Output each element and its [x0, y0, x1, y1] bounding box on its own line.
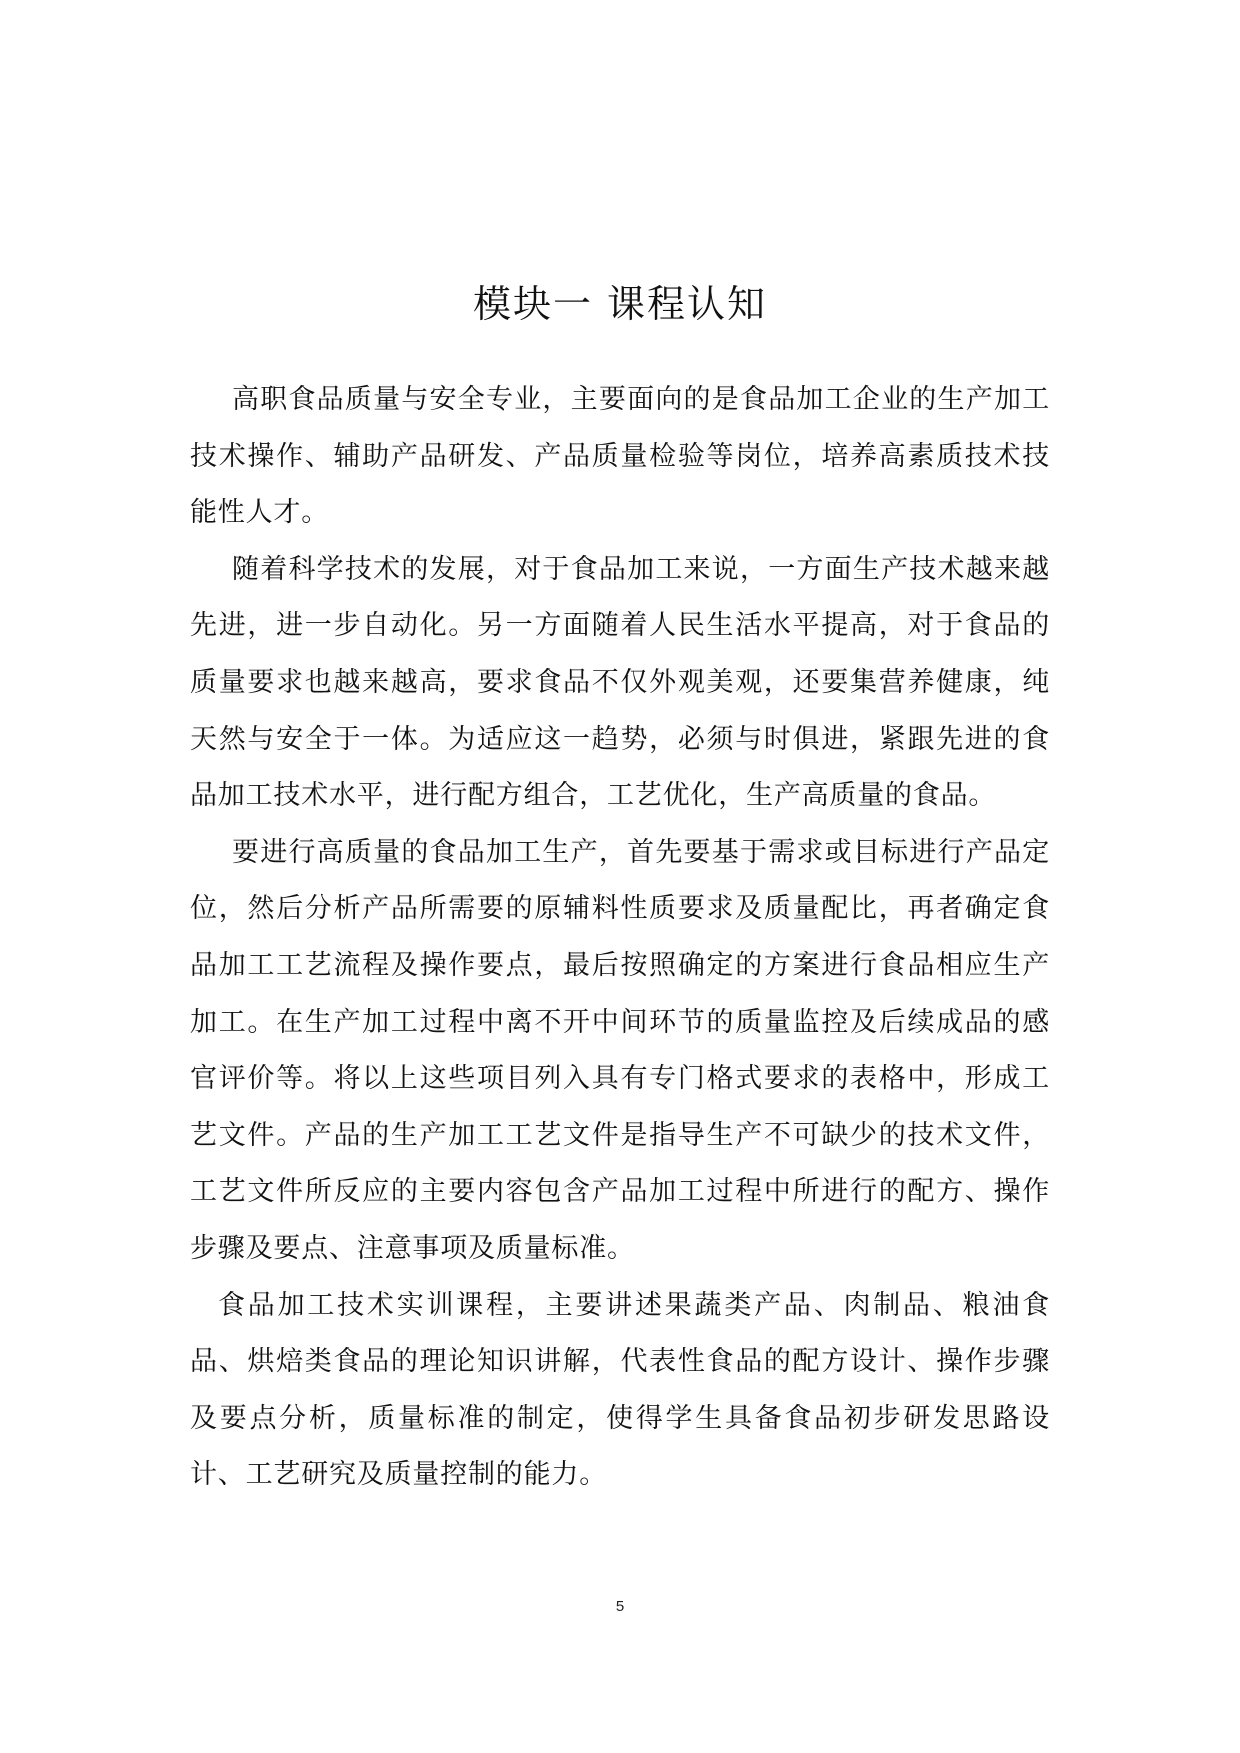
paragraph-course-content: 食品加工技术实训课程，主要讲述果蔬类产品、肉制品、粮油食品、烘焙类食品的理论知识讲解，代表性食品的配方设计、操作步骤及要点分析，质量标准的制定，使得学生具备食品初步研发思路设计、工艺研究及质量控制的能力。: [190, 1289, 1050, 1491]
paragraph-technology-trend: 随着科学技术的发展，对于食品加工来说，一方面生产技术越来越先进，进一步自动化。另一方面随着人民生活水平提高，对于食品的质量要求也越来越高，要求食品不仅外观美观，还要集营养健康，纯天然与安全于一体。为适应这一趋势，必须与时俱进，紧跟先进的食品加工技术水平，进行配方组合，工艺优化，生产高质量的食品。: [190, 553, 1050, 812]
page-number: 5: [615, 1598, 625, 1615]
paragraph-major-overview: 高职食品质量与安全专业，主要面向的是食品加工企业的生产加工技术操作、辅助产品研发、产品质量检验等岗位，培养高素质技术技能性人才。: [190, 384, 1050, 529]
paragraph-process-documents: 要进行高质量的食品加工生产，首先要基于需求或目标进行产品定位，然后分析产品所需要的原辅料性质要求及质量配比，再者确定食品加工工艺流程及操作要点，最后按照确定的方案进行食品相应生产加工。在生产加工过程中离不开中间环节的质量监控及后续成品的感官评价等。将以上这些项目列入具有专门格式要求的表格中，形成工艺文件。产品的生产加工工艺文件是指导生产不可缺少的技术文件，工艺文件所反应的主要内容包含产品加工过程中所进行的配方、操作步骤及要点、注意事项及质量标准。: [190, 836, 1050, 1264]
page-title: 模块一 课程认知: [472, 282, 768, 326]
body-text: [190, 372, 1050, 1504]
